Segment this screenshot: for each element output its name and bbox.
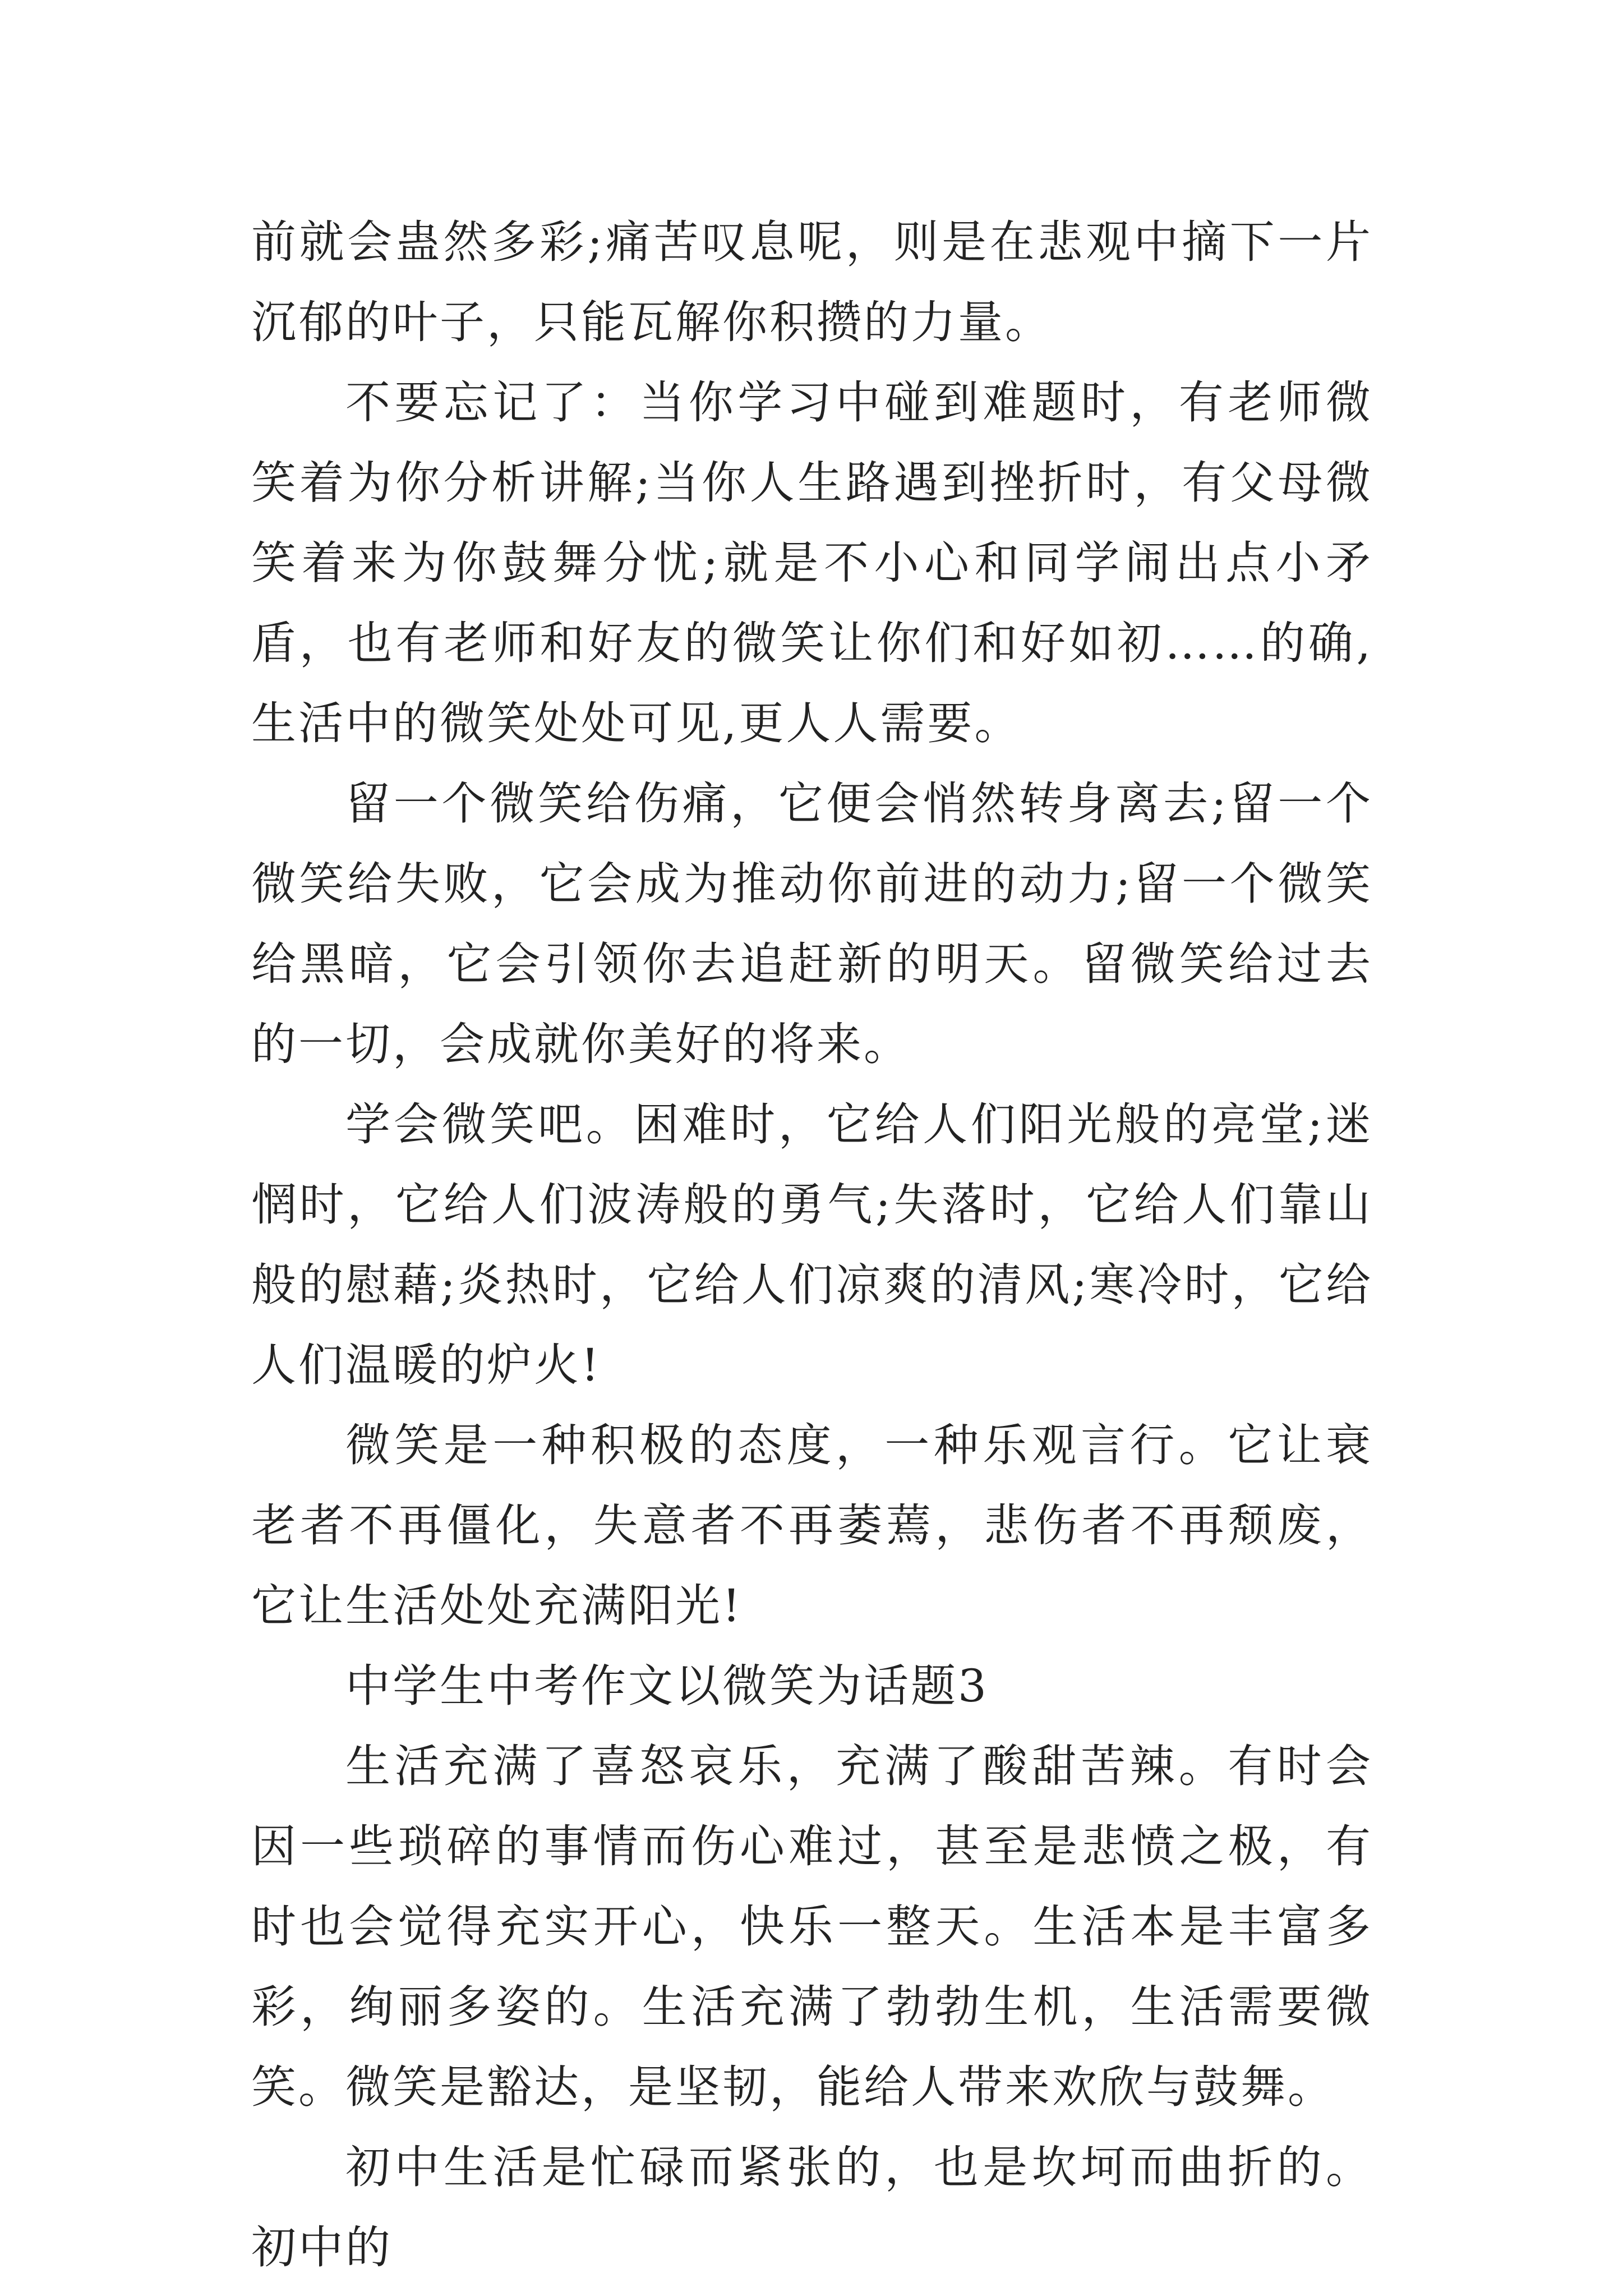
paragraph: 微笑是一种积极的态度，一种乐观言行。它让衰老者不再僵化，失意者不再萎蔫，悲伤者不再颓废，它让生活处处充满阳光! — [251, 1419, 1373, 1632]
paragraph: 留一个微笑给伤痛，它便会悄然转身离去;留一个微笑给失败，它会成为推动你前进的动力;留一个微笑给黑暗，它会引领你去追赶新的明天。留微笑给过去的一切，会成就你美好的将来。 — [251, 777, 1373, 1070]
paragraph: 学会微笑吧。困难时，它给人们阳光般的亮堂;迷惘时，它给人们波涛般的勇气;失落时，它给人们靠山般的慰藉;炎热时，它给人们凉爽的清风;寒冷时，它给人们温暖的炉火! — [251, 1098, 1373, 1391]
document-body — [251, 202, 1373, 2288]
paragraph: 不要忘记了：当你学习中碰到难题时，有老师微笑着为你分析讲解;当你人生路遇到挫折时，有父母微笑着来为你鼓舞分忧;就是不小心和同学闹出点小矛盾，也有老师和好友的微笑让你们和好如初……的确,生活中的微笑处处可见,更人人需要。 — [251, 376, 1373, 749]
section-title: 中学生中考作文以微笑为话题3 — [345, 1660, 989, 1712]
paragraph: 初中生活是忙碌而紧张的，也是坎坷而曲折的。初中的 — [251, 2141, 1373, 2274]
paragraph: 生活充满了喜怒哀乐，充满了酸甜苦辣。有时会因一些琐碎的事情而伤心难过，甚至是悲愤之极，有时也会觉得充实开心，快乐一整天。生活本是丰富多彩，绚丽多姿的。生活充满了勃勃生机，生活需要微笑。微笑是豁达，是坚韧，能给人带来欢欣与鼓舞。 — [251, 1740, 1373, 2113]
paragraph-continued: 前就会蛊然多彩;痛苦叹息呢，则是在悲观中摘下一片沉郁的叶子，只能瓦解你积攒的力量。 — [251, 216, 1373, 348]
